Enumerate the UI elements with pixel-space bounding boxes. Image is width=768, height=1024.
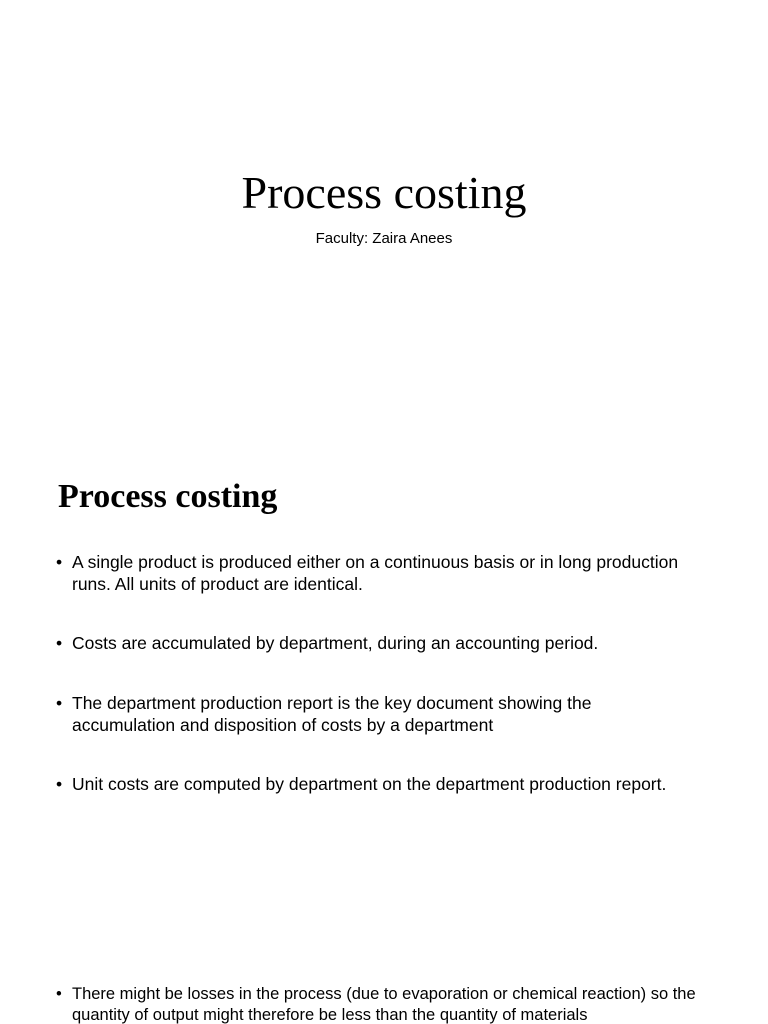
bullet-text: A single product is produced either on a continuous basis or in long production runs. All units of product are identical. [72, 552, 679, 594]
bullet-item [56, 984, 696, 1024]
bullet-marker: • [56, 693, 63, 713]
bullet-marker: • [56, 552, 63, 572]
bullet-item [56, 632, 696, 654]
bullet-marker: • [56, 633, 63, 653]
bullet-marker: • [56, 985, 62, 1003]
bullet-item [56, 692, 696, 736]
slide-subtitle: Faculty: Zaira Anees [315, 230, 453, 247]
bullet-marker: • [56, 774, 63, 794]
slide-title: Process costing [241, 167, 527, 218]
bullet-item [56, 551, 696, 595]
section-heading: Process costing [58, 478, 278, 515]
bullet-text: There might be losses in the process (due to evaporation or chemical reaction) so the quantity of output might therefore be less than the quantity of materials [72, 985, 696, 1024]
bullet-text: Costs are accumulated by department, during an accounting period. [72, 633, 599, 653]
bullet-text: The department production report is the key document showing the accumulation and disposition of costs by a department [72, 693, 592, 735]
bullet-item [56, 773, 696, 795]
bullet-text: Unit costs are computed by department on the department production report. [72, 774, 667, 794]
